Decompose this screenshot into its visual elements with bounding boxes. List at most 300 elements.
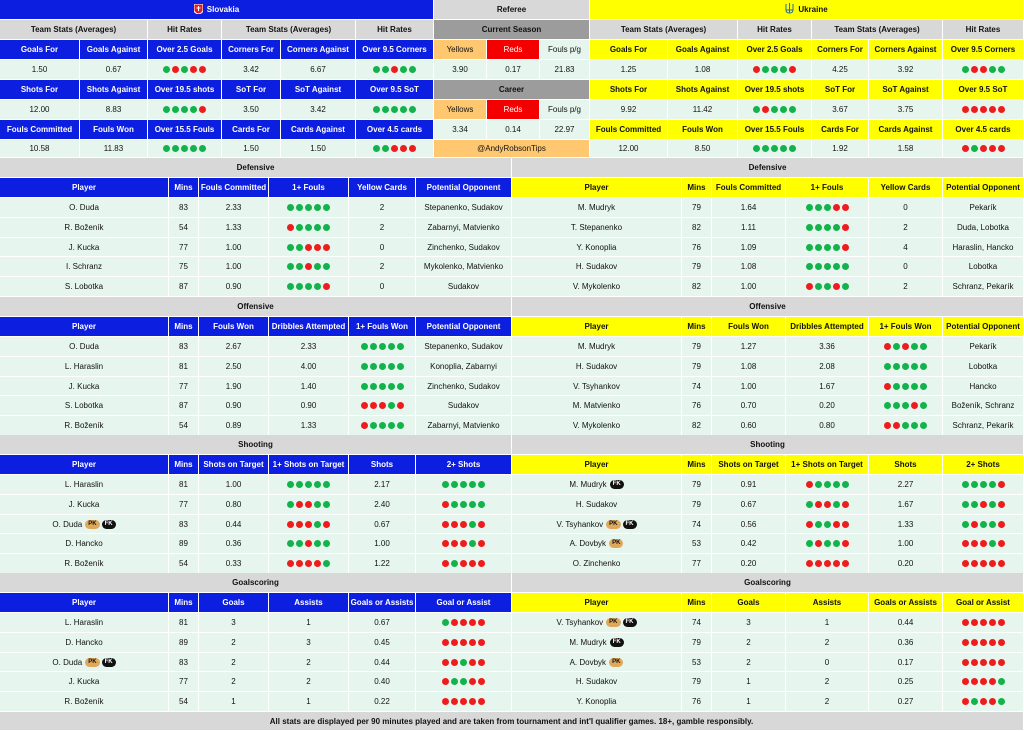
svk-player-cell bbox=[0, 495, 169, 515]
hit-dot-green bbox=[397, 383, 404, 390]
hit-dot-green bbox=[780, 66, 787, 73]
hit-dot-red bbox=[806, 481, 813, 488]
ukr-stat-cell: Schranz, Pekarík bbox=[943, 277, 1024, 297]
ukr-stat-cell: 2 bbox=[869, 218, 943, 238]
hit-dot-red bbox=[998, 501, 1005, 508]
ukr-player-cell bbox=[512, 613, 682, 633]
hit-dot-green bbox=[824, 540, 831, 547]
svk-stat-cell: 54 bbox=[169, 218, 199, 238]
hit-dot-green bbox=[753, 145, 760, 152]
hit-dot-red bbox=[980, 560, 987, 567]
svk-stat-cell: 54 bbox=[169, 692, 199, 712]
hit-dot-green bbox=[920, 383, 927, 390]
hit-dot-green bbox=[388, 343, 395, 350]
hit-dot-green bbox=[400, 106, 407, 113]
hit-rate-dots bbox=[373, 106, 416, 113]
svk-column-header: Fouls Won bbox=[199, 317, 269, 337]
ukr-hit-rate-cell bbox=[943, 613, 1024, 633]
penalty-taker-badge: PK bbox=[609, 539, 623, 548]
hit-rate-dots bbox=[287, 540, 330, 547]
hit-dot-green bbox=[962, 481, 969, 488]
hit-dot-red bbox=[998, 481, 1005, 488]
penalty-taker-badge: PK bbox=[606, 520, 620, 529]
hit-dot-green bbox=[920, 402, 927, 409]
svk-hit-rate-cell bbox=[269, 554, 349, 574]
hit-dot-red bbox=[391, 145, 398, 152]
hit-dot-green bbox=[296, 263, 303, 270]
set-piece-tags bbox=[85, 658, 115, 667]
hit-rate-dots bbox=[442, 540, 485, 547]
svk-hit-rate-cell bbox=[349, 337, 416, 357]
slovakia-team-header bbox=[0, 0, 434, 20]
hit-dot-green bbox=[314, 540, 321, 547]
ukr-stat-cell: 1.33 bbox=[869, 515, 943, 534]
hit-rate-dots bbox=[361, 343, 404, 350]
hit-dot-green bbox=[478, 481, 485, 488]
ukr-stat-value: 4.25 bbox=[812, 60, 869, 80]
player-name: H. Sudakov bbox=[575, 262, 618, 271]
hit-dot-green bbox=[824, 244, 831, 251]
svk-stat-cell: 89 bbox=[169, 534, 199, 554]
hit-dot-green bbox=[451, 678, 458, 685]
set-piece-tags bbox=[609, 539, 623, 548]
hit-dot-green bbox=[902, 422, 909, 429]
hit-rate-dots bbox=[442, 639, 485, 646]
hit-dot-green bbox=[361, 343, 368, 350]
hit-rate-dots bbox=[806, 501, 849, 508]
svk-column-header: Goals or Assists bbox=[349, 593, 416, 613]
svk-stat-label: SoT Against bbox=[281, 80, 356, 100]
ukr-stat-value: 3.75 bbox=[869, 100, 943, 120]
referee-career-fouls-value: 22.97 bbox=[540, 120, 590, 140]
hit-dot-green bbox=[824, 204, 831, 211]
ukr-column-header: Player bbox=[512, 593, 682, 613]
hit-dot-red bbox=[305, 501, 312, 508]
ukr-column-header: Potential Opponent bbox=[943, 317, 1024, 337]
hit-rate-dots bbox=[373, 145, 416, 152]
hit-dot-red bbox=[980, 106, 987, 113]
hit-dot-green bbox=[388, 422, 395, 429]
hit-dot-red bbox=[323, 521, 330, 528]
hit-dot-green bbox=[314, 481, 321, 488]
hit-dot-green bbox=[388, 402, 395, 409]
referee-fouls-label: Fouls p/g bbox=[540, 40, 590, 60]
hit-dot-red bbox=[442, 678, 449, 685]
hit-dot-green bbox=[815, 224, 822, 231]
hit-dot-green bbox=[181, 145, 188, 152]
ukr-stat-cell: 74 bbox=[682, 377, 712, 396]
hit-dot-red bbox=[971, 560, 978, 567]
ukr-player-cell bbox=[512, 653, 682, 672]
svk-stat-label: Shots Against bbox=[80, 80, 148, 100]
ukr-stat-cell: 0.42 bbox=[712, 534, 786, 554]
svk-player-cell bbox=[0, 534, 169, 554]
hit-dot-green bbox=[920, 422, 927, 429]
hit-dot-green bbox=[163, 66, 170, 73]
ukr-stat-cell: 82 bbox=[682, 416, 712, 436]
svk-column-header: 1+ Shots on Target bbox=[269, 455, 349, 475]
hit-dot-red bbox=[962, 540, 969, 547]
ukr-column-header: 1+ Shots on Target bbox=[786, 455, 869, 475]
player-name: O. Duda bbox=[69, 203, 99, 212]
hit-dot-red bbox=[478, 540, 485, 547]
player-name: S. Lobotka bbox=[64, 401, 104, 410]
ukr-stat-label: Fouls Won bbox=[668, 120, 738, 140]
hit-dot-red bbox=[971, 659, 978, 666]
ukr-column-header: Goals bbox=[712, 593, 786, 613]
hit-dot-red bbox=[460, 639, 467, 646]
svk-hit-rate-cell bbox=[416, 554, 512, 574]
svk-column-header: Mins bbox=[169, 455, 199, 475]
referee-career-reds-label: Reds bbox=[487, 100, 540, 120]
hit-dot-green bbox=[388, 383, 395, 390]
hit-dot-green bbox=[815, 521, 822, 528]
svk-hit-rate-cell bbox=[349, 416, 416, 436]
svk-player-cell bbox=[0, 692, 169, 712]
hit-dot-red bbox=[478, 678, 485, 685]
hit-dot-green bbox=[370, 422, 377, 429]
section-title-ukr: Offensive bbox=[512, 297, 1024, 317]
hit-dot-green bbox=[806, 244, 813, 251]
ukr-hit-rate-cell bbox=[943, 534, 1024, 554]
hit-dot-red bbox=[962, 145, 969, 152]
svk-stat-cell: Zabarnyi, Matvienko bbox=[416, 218, 512, 238]
ukr-column-header: 2+ Shots bbox=[943, 455, 1024, 475]
hit-dot-green bbox=[815, 283, 822, 290]
ukr-stat-label: Corners For bbox=[812, 40, 869, 60]
hit-dot-green bbox=[451, 501, 458, 508]
hit-rate-dots bbox=[806, 540, 849, 547]
hit-dot-red bbox=[998, 619, 1005, 626]
player-name: R. Boženík bbox=[64, 421, 104, 430]
hit-rate-dots bbox=[361, 363, 404, 370]
hit-dot-green bbox=[806, 540, 813, 547]
hit-dot-red bbox=[980, 501, 987, 508]
set-piece-tags bbox=[85, 520, 115, 529]
hit-dot-red bbox=[469, 619, 476, 626]
hit-dot-red bbox=[190, 66, 197, 73]
svk-player-cell bbox=[0, 515, 169, 534]
ukr-stat-cell: 79 bbox=[682, 357, 712, 377]
hit-dot-red bbox=[842, 540, 849, 547]
hit-dot-green bbox=[971, 481, 978, 488]
hit-dot-green bbox=[902, 402, 909, 409]
ukr-hit-rate-cell bbox=[786, 495, 869, 515]
ukr-column-header: Assists bbox=[786, 593, 869, 613]
hit-rate-dots bbox=[287, 224, 330, 231]
svk-stat-cell: 0.36 bbox=[199, 534, 269, 554]
ukr-hit-label: Hit Rates bbox=[738, 20, 812, 40]
hit-dot-green bbox=[780, 145, 787, 152]
hit-rate-dots bbox=[884, 343, 927, 350]
hit-dot-green bbox=[409, 66, 416, 73]
ukr-stat-cell: Haraslin, Hancko bbox=[943, 238, 1024, 257]
svk-column-header: 1+ Fouls bbox=[269, 178, 349, 198]
hit-rate-dots bbox=[442, 560, 485, 567]
hit-rate-dots bbox=[361, 402, 404, 409]
svk-hit-rate bbox=[356, 60, 434, 80]
ukr-stats-label: Team Stats (Averages) bbox=[590, 20, 738, 40]
ukr-stat-value: 1.92 bbox=[812, 140, 869, 158]
svk-stat-cell: 0.90 bbox=[199, 396, 269, 416]
hit-dot-green bbox=[379, 383, 386, 390]
svk-stat-cell: Konoplia, Zabarnyi bbox=[416, 357, 512, 377]
ukr-hit-rate bbox=[738, 100, 812, 120]
hit-dot-green bbox=[980, 521, 987, 528]
set-piece-tags bbox=[609, 658, 623, 667]
penalty-taker-badge: PK bbox=[85, 658, 99, 667]
hit-dot-red bbox=[451, 540, 458, 547]
ukr-stat-cell: 1.09 bbox=[712, 238, 786, 257]
hit-dot-green bbox=[190, 145, 197, 152]
hit-dot-red bbox=[296, 560, 303, 567]
svk-stat-cell: 2.17 bbox=[349, 475, 416, 495]
player-name: V. Tsyhankov bbox=[556, 519, 604, 529]
svk-stat-value: 8.83 bbox=[80, 100, 148, 120]
svk-column-header: Mins bbox=[169, 178, 199, 198]
hit-dot-green bbox=[893, 402, 900, 409]
ukr-stat-cell: 2 bbox=[712, 633, 786, 653]
ukr-stat-cell: 0.60 bbox=[712, 416, 786, 436]
hit-dot-green bbox=[314, 204, 321, 211]
svk-column-header: Shots on Target bbox=[199, 455, 269, 475]
hit-dot-red bbox=[762, 106, 769, 113]
svk-stat-cell: Zinchenko, Sudakov bbox=[416, 238, 512, 257]
hit-rate-dots bbox=[442, 481, 485, 488]
set-piece-tags bbox=[606, 618, 636, 627]
hit-dot-red bbox=[989, 698, 996, 705]
svk-player-cell bbox=[0, 277, 169, 297]
svk-hit-rate bbox=[148, 100, 222, 120]
hit-rate-dots bbox=[806, 244, 849, 251]
hit-rate-dots bbox=[806, 263, 849, 270]
svk-player-cell bbox=[0, 633, 169, 653]
hit-dot-green bbox=[824, 521, 831, 528]
hit-dot-green bbox=[314, 521, 321, 528]
ukr-hit-rate-cell bbox=[786, 218, 869, 238]
hit-dot-green bbox=[460, 501, 467, 508]
svk-column-header: Goals bbox=[199, 593, 269, 613]
svk-player-cell bbox=[0, 396, 169, 416]
hit-dot-green bbox=[323, 481, 330, 488]
svk-hit-rate-cell bbox=[416, 653, 512, 672]
ukr-stat-label: Cards Against bbox=[869, 120, 943, 140]
hit-dot-green bbox=[323, 263, 330, 270]
ukr-stat-label: Shots For bbox=[590, 80, 668, 100]
hit-rate-dots bbox=[163, 145, 206, 152]
set-piece-tags bbox=[606, 520, 636, 529]
ukr-player-cell bbox=[512, 357, 682, 377]
hit-dot-green bbox=[391, 106, 398, 113]
hit-dot-green bbox=[287, 204, 294, 211]
hit-dot-green bbox=[382, 106, 389, 113]
free-kick-taker-badge: FK bbox=[610, 638, 624, 647]
ukr-stat-value: 11.42 bbox=[668, 100, 738, 120]
set-piece-tags bbox=[610, 480, 624, 489]
ukr-hit-rate bbox=[738, 60, 812, 80]
ukr-column-header: 1+ Fouls Won bbox=[869, 317, 943, 337]
ukr-hit-rate-cell bbox=[943, 692, 1024, 712]
ukr-hit-rate-cell bbox=[786, 238, 869, 257]
hit-dot-green bbox=[305, 224, 312, 231]
hit-dot-green bbox=[379, 422, 386, 429]
ukr-stat-value: 1.58 bbox=[869, 140, 943, 158]
svk-hit-rate-cell bbox=[416, 515, 512, 534]
hit-dot-green bbox=[296, 224, 303, 231]
hit-rate-dots bbox=[163, 66, 206, 73]
penalty-taker-badge: PK bbox=[85, 520, 99, 529]
hit-dot-red bbox=[442, 540, 449, 547]
svk-hit-rate bbox=[356, 140, 434, 158]
ukraine-team-header bbox=[590, 0, 1024, 20]
free-kick-taker-badge: FK bbox=[610, 480, 624, 489]
hit-dot-red bbox=[989, 145, 996, 152]
ukr-stat-cell: 82 bbox=[682, 218, 712, 238]
hit-rate-dots bbox=[287, 521, 330, 528]
ukr-player-cell bbox=[512, 554, 682, 574]
hit-dot-red bbox=[971, 678, 978, 685]
svk-stat-label: Over 4.5 cards bbox=[356, 120, 434, 140]
player-name: L. Haraslin bbox=[64, 618, 104, 627]
hit-dot-green bbox=[920, 363, 927, 370]
ukraine-trident-icon bbox=[785, 3, 794, 16]
ukr-stat-cell: 2.08 bbox=[786, 357, 869, 377]
ukr-stat-cell: 2.27 bbox=[869, 475, 943, 495]
hit-rate-dots bbox=[962, 619, 1005, 626]
section-title-ukr: Goalscoring bbox=[512, 573, 1024, 593]
svk-stat-cell: 81 bbox=[169, 475, 199, 495]
svk-stat-cell: 1.00 bbox=[199, 238, 269, 257]
hit-dot-green bbox=[998, 678, 1005, 685]
hit-dot-red bbox=[842, 244, 849, 251]
ukr-stat-cell: 53 bbox=[682, 534, 712, 554]
hit-dot-red bbox=[980, 619, 987, 626]
hit-dot-green bbox=[382, 66, 389, 73]
hit-rate-dots bbox=[287, 263, 330, 270]
svk-player-cell bbox=[0, 198, 169, 218]
svk-stat-label: Corners For bbox=[222, 40, 281, 60]
hit-dot-red bbox=[998, 106, 1005, 113]
hit-dot-red bbox=[451, 659, 458, 666]
hit-dot-green bbox=[373, 106, 380, 113]
ukr-stat-cell: 0.20 bbox=[786, 396, 869, 416]
hit-dot-red bbox=[305, 540, 312, 547]
hit-rate-dots bbox=[962, 106, 1005, 113]
ukr-stat-label: Fouls Committed bbox=[590, 120, 668, 140]
hit-dot-red bbox=[989, 678, 996, 685]
free-kick-taker-badge: FK bbox=[623, 520, 637, 529]
ukr-stat-cell: 0.25 bbox=[869, 672, 943, 692]
hit-rate-dots bbox=[806, 521, 849, 528]
hit-dot-green bbox=[824, 283, 831, 290]
ukr-player-cell bbox=[512, 495, 682, 515]
svk-column-header: Player bbox=[0, 593, 169, 613]
player-name: I. Schranz bbox=[65, 262, 102, 271]
hit-dot-red bbox=[962, 698, 969, 705]
ukr-stat-label: Goals For bbox=[590, 40, 668, 60]
hit-rate-dots bbox=[442, 501, 485, 508]
hit-dot-green bbox=[911, 422, 918, 429]
free-kick-taker-badge: FK bbox=[102, 658, 116, 667]
ukr-hit-rate-cell bbox=[786, 475, 869, 495]
hit-dot-red bbox=[478, 659, 485, 666]
hit-dot-red bbox=[842, 204, 849, 211]
hit-dot-green bbox=[902, 383, 909, 390]
hit-dot-green bbox=[163, 106, 170, 113]
hit-dot-green bbox=[833, 540, 840, 547]
hit-dot-green bbox=[287, 283, 294, 290]
hit-dot-red bbox=[361, 422, 368, 429]
hit-dot-green bbox=[884, 363, 891, 370]
hit-dot-green bbox=[379, 363, 386, 370]
ukr-stat-cell: 1 bbox=[712, 692, 786, 712]
ukr-column-header: Goal or Assist bbox=[943, 593, 1024, 613]
player-name: S. Lobotka bbox=[64, 282, 104, 291]
svk-player-cell bbox=[0, 377, 169, 396]
ukr-stat-cell: 1.08 bbox=[712, 357, 786, 377]
svk-stat-label: Fouls Committed bbox=[0, 120, 80, 140]
svk-column-header: Mins bbox=[169, 593, 199, 613]
ukr-stats-label-2: Team Stats (Averages) bbox=[812, 20, 943, 40]
svk-player-cell bbox=[0, 416, 169, 436]
hit-rate-dots bbox=[361, 383, 404, 390]
referee-current-season: Current Season bbox=[434, 20, 590, 40]
svk-stat-cell: 2.33 bbox=[199, 198, 269, 218]
hit-dot-green bbox=[469, 501, 476, 508]
player-name: V. Tsyhankov bbox=[556, 618, 604, 627]
player-name: A. Dovbyk bbox=[569, 657, 607, 667]
svk-stat-cell: 1 bbox=[269, 613, 349, 633]
hit-rate-dots bbox=[442, 619, 485, 626]
hit-dot-green bbox=[287, 481, 294, 488]
player-name: V. Mykolenko bbox=[572, 421, 621, 430]
player-name: L. Haraslin bbox=[64, 362, 104, 371]
ukr-hit-label-2: Hit Rates bbox=[943, 20, 1024, 40]
player-name: Y. Konoplia bbox=[576, 242, 617, 252]
hit-dot-red bbox=[842, 521, 849, 528]
referee-fouls-value: 21.83 bbox=[540, 60, 590, 80]
player-name: M. Mudryk bbox=[577, 342, 616, 351]
ukr-hit-rate-cell bbox=[786, 198, 869, 218]
hit-rate-dots bbox=[163, 106, 206, 113]
ukr-stat-cell: 1.67 bbox=[786, 377, 869, 396]
hit-dot-green bbox=[370, 363, 377, 370]
hit-dot-red bbox=[806, 283, 813, 290]
hit-dot-green bbox=[989, 481, 996, 488]
hit-dot-green bbox=[397, 422, 404, 429]
hit-dot-red bbox=[971, 619, 978, 626]
svk-player-cell bbox=[0, 475, 169, 495]
hit-dot-red bbox=[305, 244, 312, 251]
hit-dot-red bbox=[478, 521, 485, 528]
svk-stat-value: 6.67 bbox=[281, 60, 356, 80]
svk-stat-cell: 1.40 bbox=[269, 377, 349, 396]
penalty-taker-badge: PK bbox=[609, 658, 623, 667]
hit-dot-red bbox=[469, 698, 476, 705]
hit-dot-green bbox=[469, 521, 476, 528]
player-name: J. Kucka bbox=[68, 677, 100, 686]
svk-stat-cell: 87 bbox=[169, 277, 199, 297]
ukr-hit-rate-cell bbox=[869, 416, 943, 436]
svk-stat-cell: 0.67 bbox=[349, 515, 416, 534]
hit-rate-dots bbox=[962, 659, 1005, 666]
ukr-hit-rate bbox=[943, 60, 1024, 80]
ukr-stat-cell: 79 bbox=[682, 337, 712, 357]
svk-hit-label: Hit Rates bbox=[148, 20, 222, 40]
hit-dot-red bbox=[989, 560, 996, 567]
ukr-hit-rate-cell bbox=[869, 337, 943, 357]
player-name: V. Mykolenko bbox=[572, 282, 621, 291]
